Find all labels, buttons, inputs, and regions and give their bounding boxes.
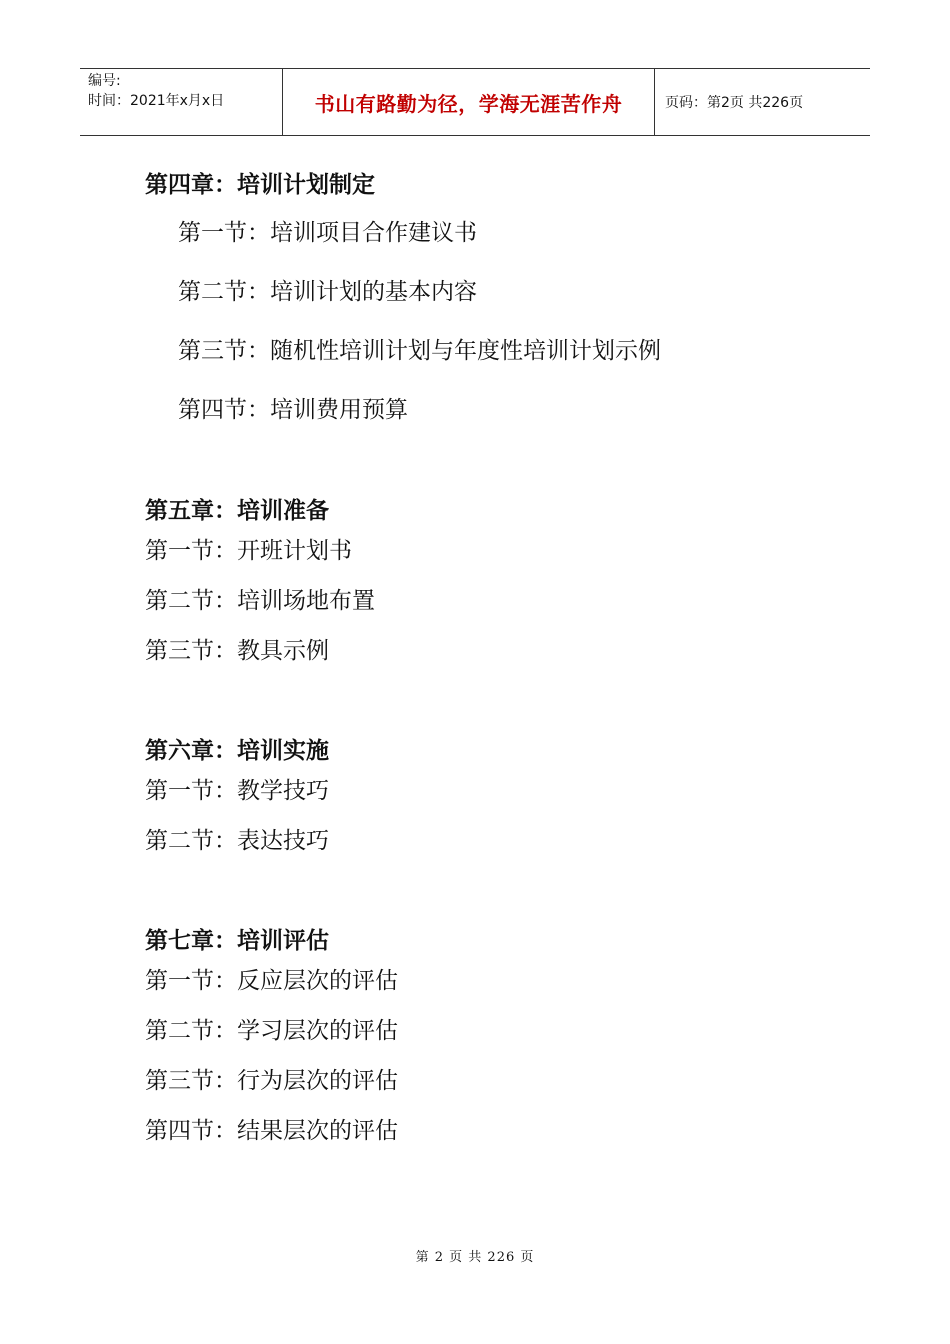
- page-header: [80, 68, 870, 136]
- chapter-block-6: [145, 734, 845, 874]
- chapter-block-5: [145, 494, 845, 684]
- section-item: 第三节：行为层次的评估: [145, 1068, 398, 1094]
- chapter-title: 第五章：培训准备: [145, 498, 329, 524]
- header-motto: 书山有路勤为径，学海无涯苦作舟: [314, 91, 623, 116]
- header-motto-cell: [282, 69, 655, 135]
- chapter-title: 第四章：培训计划制定: [145, 172, 375, 198]
- chapter-title: 第七章：培训评估: [145, 928, 329, 954]
- section-item: 第二节：培训计划的基本内容: [178, 279, 477, 305]
- section-item: 第二节：表达技巧: [145, 828, 329, 854]
- chapter-block-4: [145, 168, 845, 452]
- header-page-info-cell: [655, 69, 870, 135]
- header-meta: [80, 69, 282, 135]
- section-item: 第一节：教学技巧: [145, 778, 329, 804]
- section-item: 第二节：培训场地布置: [145, 588, 375, 614]
- section-item: 第一节：反应层次的评估: [145, 968, 398, 994]
- section-item: 第四节：培训费用预算: [178, 397, 408, 423]
- section-item: 第二节：学习层次的评估: [145, 1018, 398, 1044]
- header-page-info: 页码：第2页 共226页: [665, 95, 804, 111]
- section-item: 第一节：开班计划书: [145, 538, 352, 564]
- chapter-title: 第六章：培训实施: [145, 738, 329, 764]
- chapter-block-7: [145, 924, 845, 1164]
- section-item: 第三节：随机性培训计划与年度性培训计划示例: [178, 338, 661, 364]
- section-item: 第三节：教具示例: [145, 638, 329, 664]
- document-number-label: 编号:: [88, 73, 121, 89]
- document-date-label: 时间：2021年x月x日: [88, 93, 225, 109]
- section-item: 第四节：结果层次的评估: [145, 1118, 398, 1144]
- footer-page-number: 第 2 页 共 226 页: [415, 1250, 535, 1265]
- section-item: 第一节：培训项目合作建议书: [178, 220, 477, 246]
- page-footer: [0, 1246, 950, 1265]
- table-of-contents: [145, 168, 845, 1164]
